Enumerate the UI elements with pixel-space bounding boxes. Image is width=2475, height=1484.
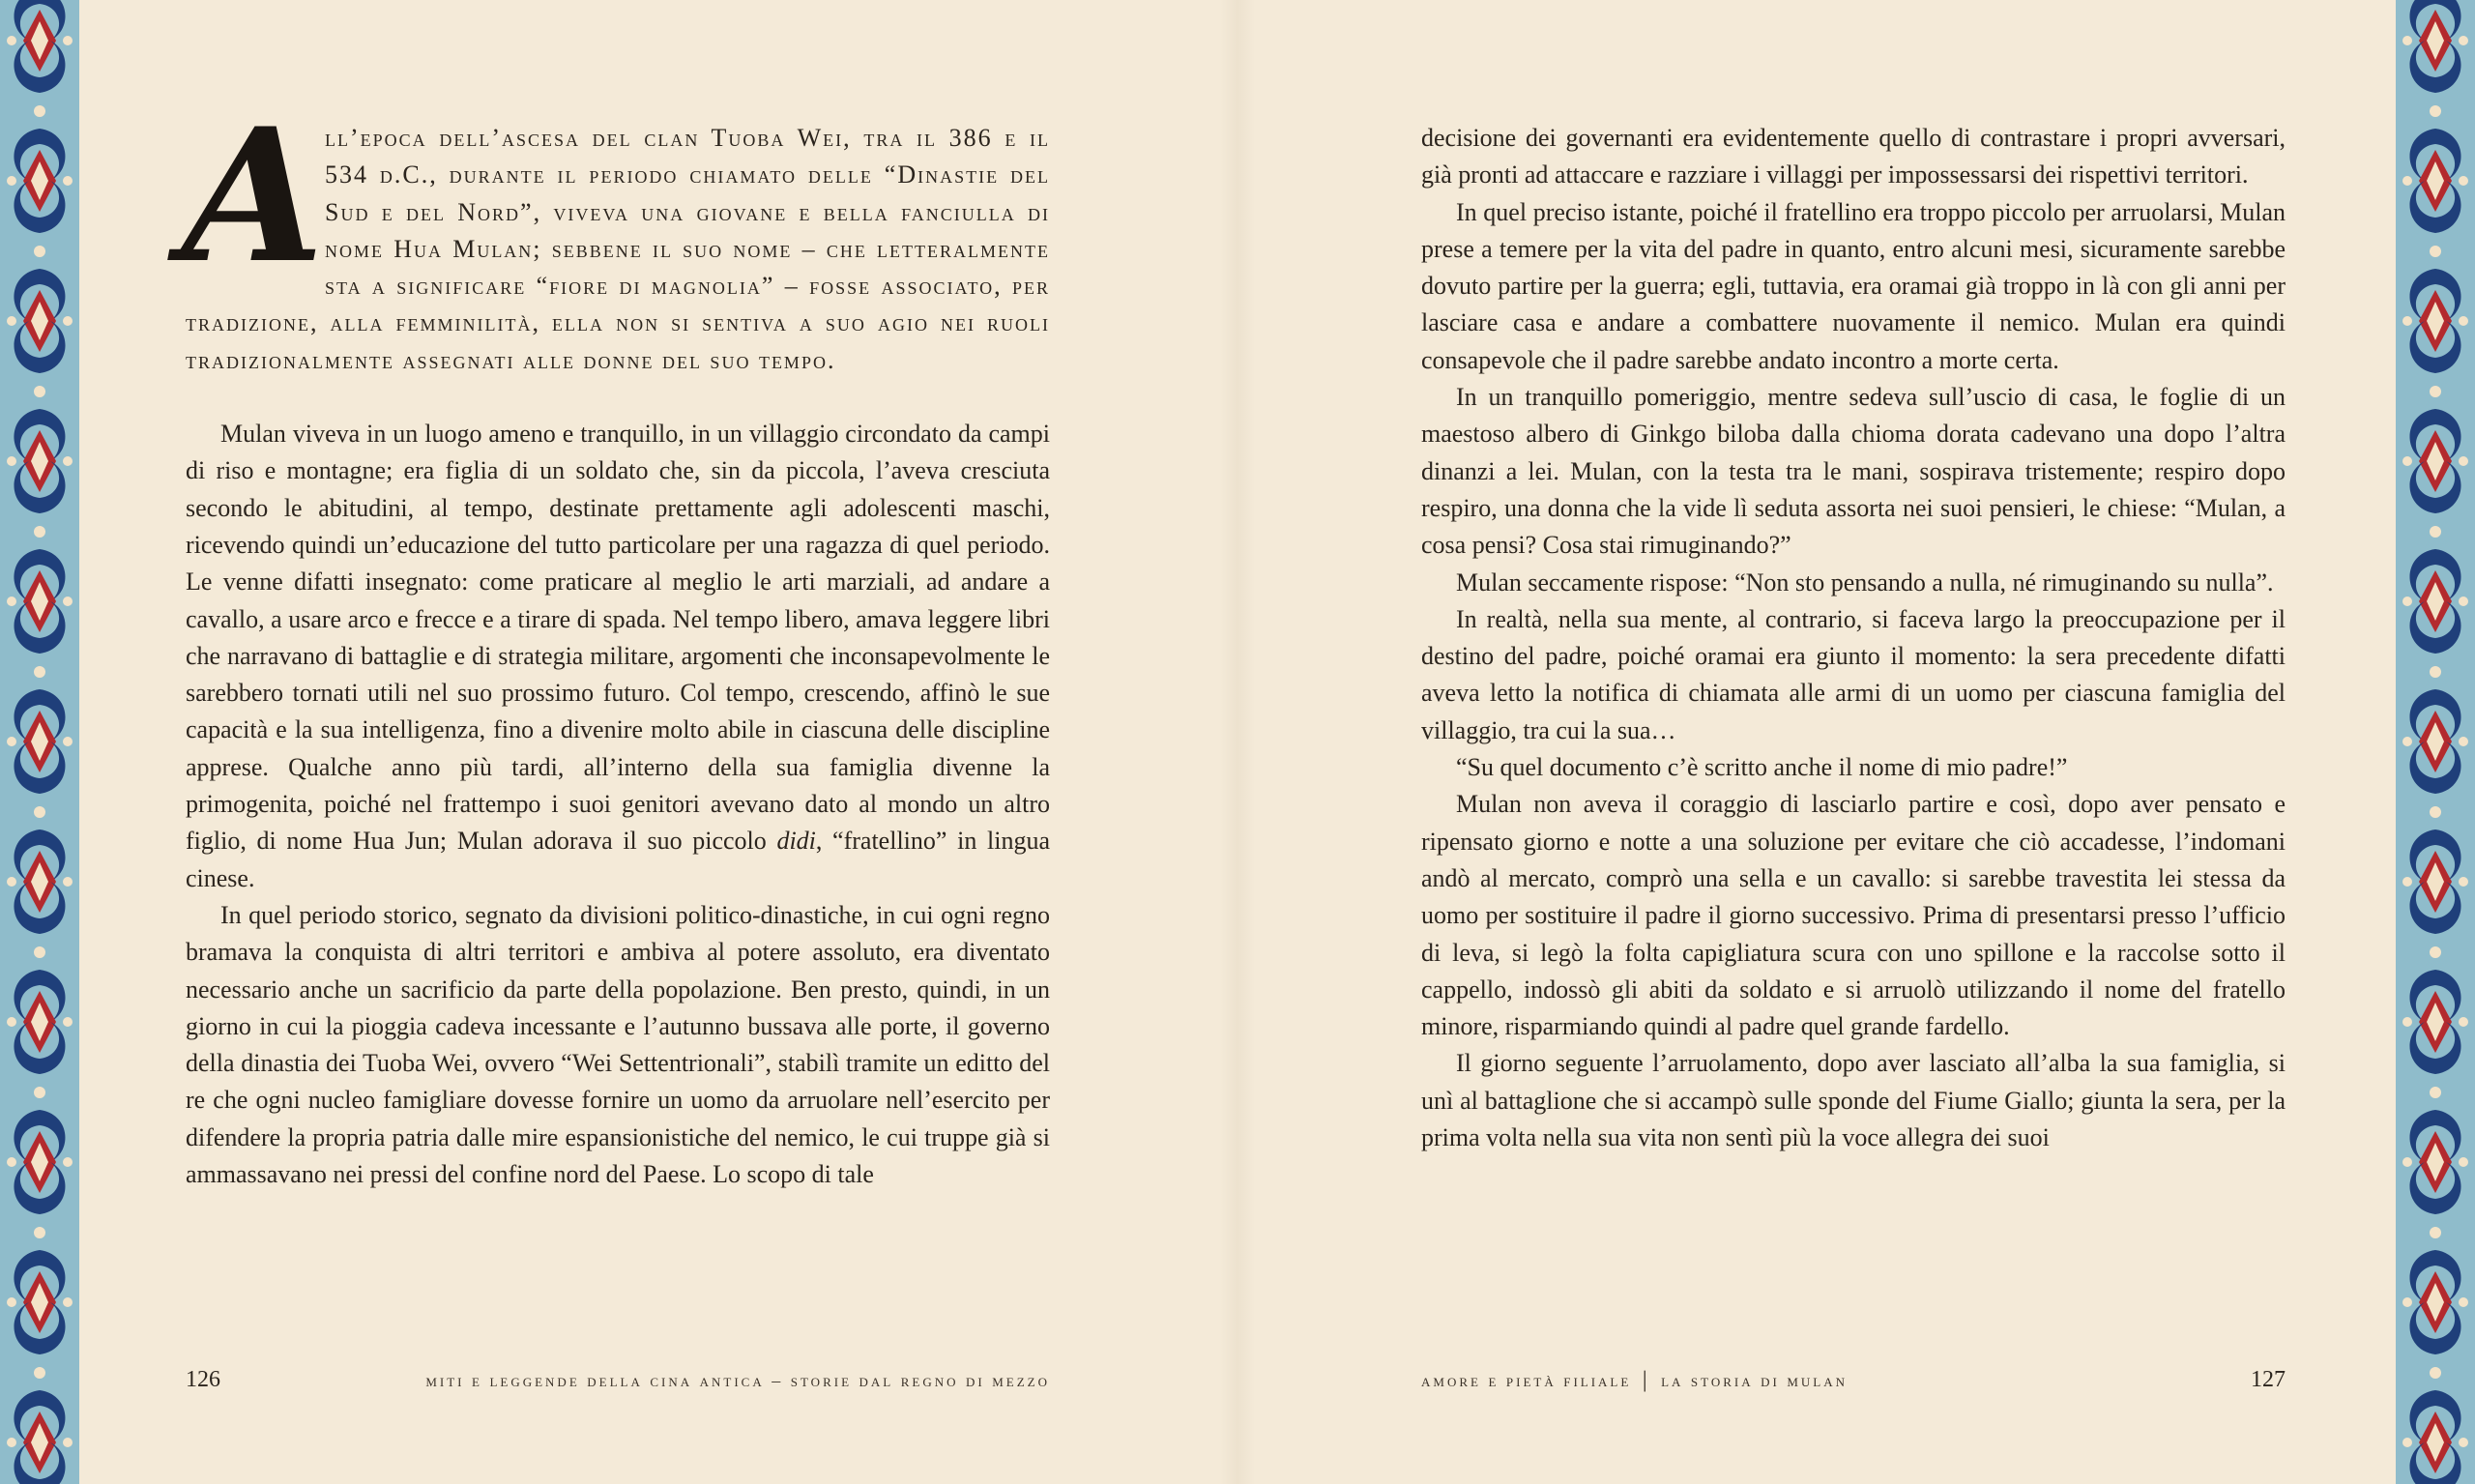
- paragraph: Mulan seccamente rispose: “Non sto pensando a nulla, né rimuginando su nulla”.: [1456, 567, 2274, 597]
- left-ornamental-border: [0, 0, 79, 1484]
- paragraph: decisione dei governanti era evidentemente quello di contrastare i propri avversari, già pronti ad attaccare e razziare i villaggi per impossessarsi dei rispettivi territori.: [1421, 124, 2286, 189]
- left-text-column: [182, 88, 1050, 1193]
- paragraph: “Su quel documento c’è scritto anche il nome di mio padre!”: [1456, 753, 2068, 782]
- page-number: 127: [2251, 1367, 2286, 1392]
- paragraph: In quel periodo storico, segnato da divisioni politico-dinastiche, in cui ogni regno bramava la conquista di altri territori e ambiva al potere assoluto, era diventato necessario anche un sacrificio da parte della popolazione. Ben presto, quindi, in un giorno in cui la pioggia cadeva incessante e l’autunno bussava alle porte, il governo della dinastia dei Tuoba Wei, ovvero “Wei Settentrionali”, stabilì tramite un editto del re che ogni nucleo famigliare dovesse fornire un uomo da arruolare nell’esercito per difendere la propria patria dalle mire espansionistiche del nemico, le cui truppe già si ammassavano nei pressi del confine nord del Paese. Lo scopo di tale: [186, 900, 1050, 1189]
- paragraph-text: , “fratellino” in lingua cinese.: [186, 827, 1050, 892]
- paragraph: Il giorno seguente l’arruolamento, dopo aver lasciato all’alba la sua famiglia, si unì al battaglione che si accampò sulle sponde del Fiume Giallo; giunta la sera, per la prima volta nella sua vita non sentì più la voce allegra dei suoi: [1421, 1049, 2286, 1152]
- ornamental-border-icon: [2396, 0, 2475, 1484]
- running-head: miti e leggende della cina antica – storie dal regno di mezzo: [425, 1371, 1050, 1390]
- italic-word: didi: [776, 827, 816, 856]
- paragraph: Mulan non aveva il coraggio di lasciarlo partire e così, dopo aver pensato e ripensato giorno e notte a una soluzione per evitare che ciò accadesse, l’indomani andò al mercato, comprò una sella e un cavallo: si sarebbe travestita lei stessa da uomo per sostituire il padre il giorno successivo. Prima di presentarsi presso l’ufficio di leva, si legò la folta capigliatura scura con uno spillone e la raccolse sotto il cappello, indossò gli abiti da soldato e si arruolò utilizzando il nome del fratello minore, risparmiando quindi al padre quel grande fardello.: [1421, 790, 2286, 1041]
- paragraph: [186, 416, 1050, 897]
- paragraph: In quel preciso istante, poiché il fratellino era troppo piccolo per arruolarsi, Mulan prese a temere per la vita del padre in quanto, entro alcuni mesi, sicuramente sarebbe dovuto partire per la guerra; egli, tuttavia, era oramai già troppo in là con gli anni per lasciare casa e andare a combattere nuovamente il nemico. Mulan era quindi consapevole che il padre sarebbe andato incontro a morte certa.: [1421, 197, 2286, 374]
- left-page: [79, 0, 1238, 1484]
- running-head: amore e pietà filiale │ la storia di mulan: [1421, 1371, 1848, 1390]
- paragraph: In realtà, nella sua mente, al contrario, si faceva largo la preoccupazione per il destino del padre, poiché oramai era giunto il momento: la sera precedente difatti aveva letto la notifica di chiamata alle armi di un uomo per ciascuna famiglia del villaggio, tra cui la sua…: [1421, 604, 2286, 744]
- opening-text: ll’epoca dell’ascesa del clan Tuoba Wei, tra il 386 e il 534 d.C., durante il periodo chiamato delle “Dinastie del Sud e del Nord”, viveva una giovane e bella fanciulla di nome Hua Mulan; sebbene il suo nome – che letteralmente sta a significare “fiore di magnolia” – fosse associato, per tradizione, alla femminilità, ella non si sentiva a suo agio nei ruoli tradizionalmente assegnati alle donne del suo tempo.: [186, 124, 1050, 374]
- right-page: [1238, 0, 2396, 1484]
- drop-cap: A: [182, 88, 327, 304]
- right-ornamental-border: [2396, 0, 2475, 1484]
- page-number: 126: [186, 1367, 220, 1392]
- paragraph-text: Mulan viveva in un luogo ameno e tranquillo, in un villaggio circondato da campi di riso e montagne; era figlia di un soldato che, sin da piccola, l’aveva cresciuta secondo le abitudini, al tempo, destinate prettamente agli adolescenti maschi, ricevendo quindi un’educazione del tutto particolare per una ragazza di quel periodo. Le venne difatti insegnato: come praticare al meglio le arti marziali, ad andare a cavallo, a usare arco e frecce e a tirare di spada. Nel tempo libero, amava leggere libri che narravano di battaglie e di strategia militare, argomenti che inconsapevolmente le sarebbero tornati utili nel suo prossimo futuro. Col tempo, crescendo, affinò le sue capacità e la sua intelligenza, fino a divenire molto abile in ciascuna delle discipline apprese. Qualche anno più tardi, all’interno della sua famiglia divenne la primogenita, poiché nel frattempo i suoi genitori avevano dato al mondo un altro figlio, di nome Hua Jun; Mulan adorava il suo piccolo: [186, 420, 1050, 856]
- ornamental-border-icon: [0, 0, 79, 1484]
- paragraph: In un tranquillo pomeriggio, mentre sedeva sull’uscio di casa, le foglie di un maestoso albero di Ginkgo biloba dalla chioma dorata cadevano una dopo l’altra dinanzi a lei. Mulan, con la testa tra le mani, sospirava tristemente; respiro dopo respiro, una donna che la vide lì seduta assorta nei suoi pensieri, le chiese: “Mulan, a cosa pensi? Cosa stai rimuginando?”: [1421, 383, 2286, 560]
- right-text-column: [1421, 120, 2286, 1156]
- opening-paragraph: [182, 88, 1050, 379]
